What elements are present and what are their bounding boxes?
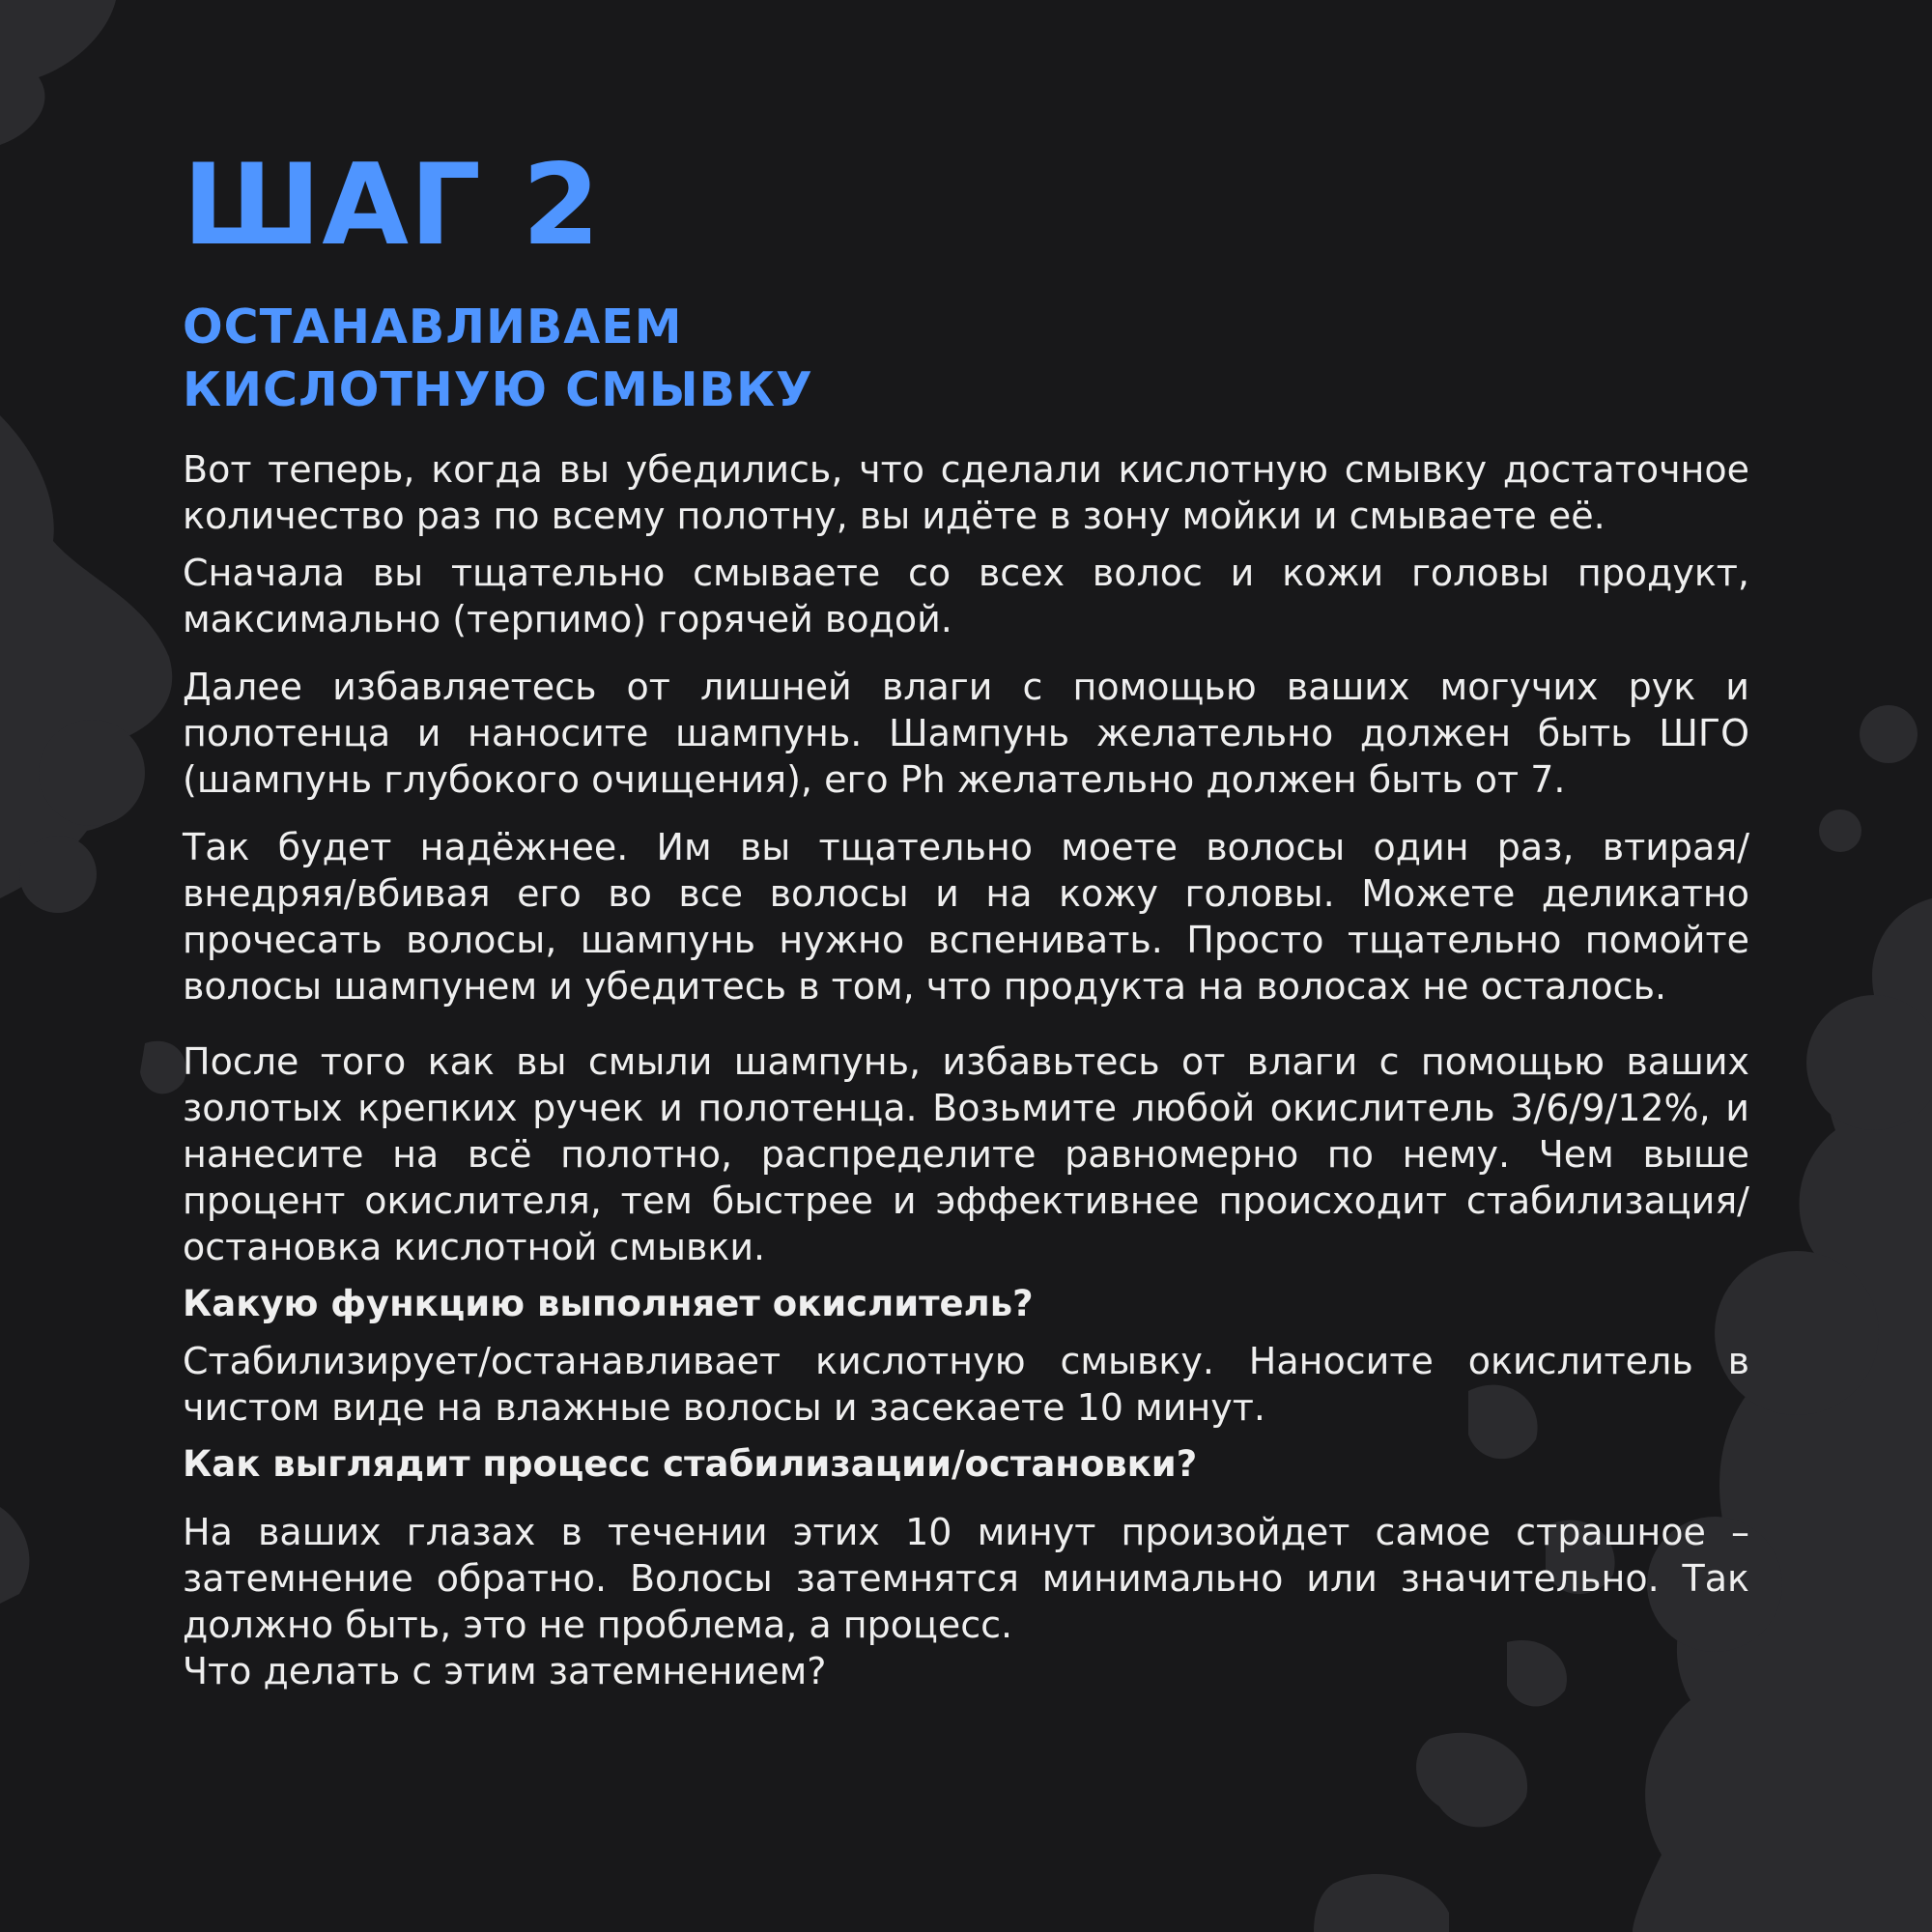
paragraph-3: Далее избавляетесь от лишней влаги с помощью ваших могучих рук и полотенца и наносите шампунь. Шампунь желательно должен быть ШГО (шампунь глубокого очищения), его Ph желательно должен быть от 7.: [183, 666, 1749, 801]
paragraph-2: Сначала вы тщательно смываете со всех волос и кожи головы продукт, максимально (терпимо) горячей водой.: [183, 552, 1749, 640]
subtitle-line-1: ОСТАНАВЛИВАЕМ: [183, 299, 683, 355]
content-column: [183, 140, 1749, 1694]
step-subtitle: [183, 296, 1749, 421]
body-text: [183, 446, 1749, 1694]
answer-2: На ваших глазах в течении этих 10 минут произойдет самое страшное – затемнение обратно. Волосы затемнятся минимально или значительно. Так должно быть, это не проблема, а процесс.: [183, 1511, 1749, 1646]
question-1: Какую функцию выполняет окислитель?: [183, 1283, 1034, 1324]
closing-question: Что делать с этим затемнением?: [183, 1650, 827, 1692]
paragraph-1: Вот теперь, когда вы убедились, что сделали кислотную смывку достаточное количество раз по всему полотну, вы идёте в зону мойки и смываете её.: [183, 448, 1749, 537]
step-title: ШАГ 2: [183, 140, 602, 270]
subtitle-line-2: КИСЛОТНУЮ СМЫВКУ: [183, 362, 813, 417]
answer-1: Стабилизирует/останавливает кислотную смывку. Наносите окислитель в чистом виде на влажные волосы и засекаете 10 минут.: [183, 1340, 1749, 1429]
question-2: Как выглядит процесс стабилизации/остановки?: [183, 1443, 1198, 1485]
paragraph-4: Так будет надёжнее. Им вы тщательно моете волосы один раз, втирая/внедряя/вбивая его во все волосы и на кожу головы. Можете деликатно прочесать волосы, шампунь нужно вспенивать. Просто тщательно помойте волосы шампунем и убедитесь в том, что продукта на волосах не осталось.: [183, 826, 1749, 1008]
paragraph-5: После того как вы смыли шампунь, избавьтесь от влаги с помощью ваших золотых крепких ручек и полотенца. Возьмите любой окислитель 3/6/9/12%, и нанесите на всё полотно, распределите равномерно по нему. Чем выше процент окислителя, тем быстрее и эффективнее происходит стабилизация/остановка кислотной смывки.: [183, 1040, 1749, 1268]
